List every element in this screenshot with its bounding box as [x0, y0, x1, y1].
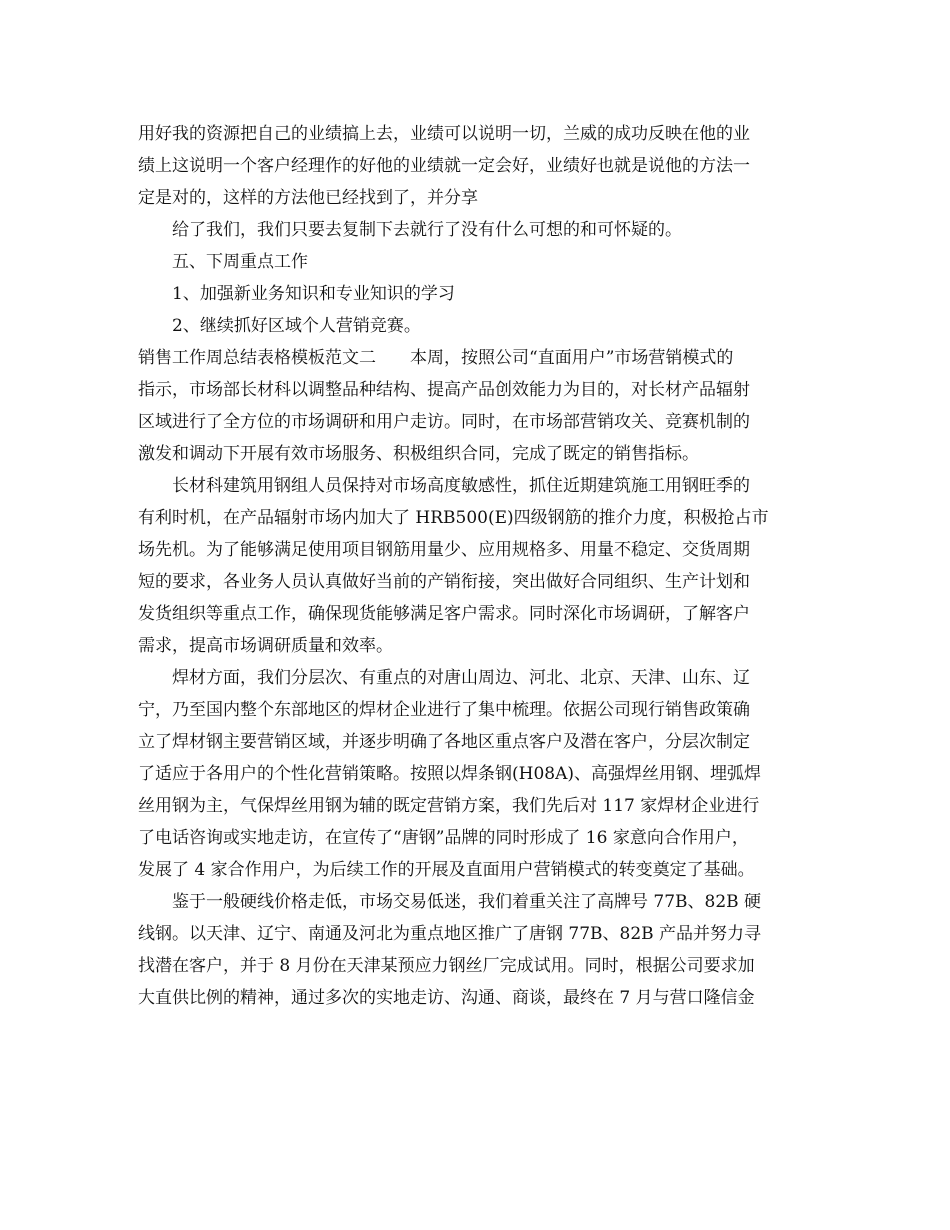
text-line: 丝用钢为主，气保焊丝用钢为辅的既定营销方案，我们先后对 117 家焊材企业进行 — [138, 796, 760, 816]
text-line: 立了焊材钢主要营销区域，并逐步明确了各地区重点客户及潜在客户，分层次制定 — [138, 732, 750, 752]
document-body — [138, 118, 816, 1014]
text-line: 焊材方面，我们分层次、有重点的对唐山周边、河北、北京、天津、山东、辽 — [172, 668, 750, 688]
text-line: 鉴于一般硬线价格走低，市场交易低迷，我们着重关注了高牌号 77B、82B 硬 — [172, 892, 762, 912]
text-line: 给了我们，我们只要去复制下去就行了没有什么可想的和可怀疑的。 — [172, 220, 682, 240]
text-line: 激发和调动下开展有效市场服务、积极组织合同，完成了既定的销售指标。 — [138, 444, 699, 464]
text-line: 短的要求，各业务人员认真做好当前的产销衔接，突出做好合同组织、生产计划和 — [138, 572, 750, 592]
text-line: 绩上这说明一个客户经理作的好他的业绩就一定会好，业绩好也就是说他的方法一 — [138, 156, 750, 176]
text-line: 有利时机，在产品辐射市场内加大了 HRB500(E)四级钢筋的推介力度，积极抢占市 — [138, 508, 769, 528]
text-line: 发展了 4 家合作用户，为后续工作的开展及直面用户营销模式的转变奠定了基础。 — [138, 860, 755, 880]
section-heading: 五、下周重点工作 — [172, 252, 308, 272]
text-line: 需求，提高市场调研质量和效率。 — [138, 636, 393, 656]
text-line: 大直供比例的精神，通过多次的实地走访、沟通、商谈，最终在 7 月与营口隆信金 — [138, 988, 755, 1008]
text-line: 宁，乃至国内整个东部地区的焊材企业进行了集中梳理。依据公司现行销售政策确 — [138, 700, 750, 720]
text-line: 了电话咨询或实地走访，在宣传了“唐钢”品牌的同时形成了 16 家意向合作用户， — [138, 828, 749, 848]
text-line: 了适应于各用户的个性化营销策略。按照以焊条钢(H08A)、高强焊丝用钢、埋弧焊 — [138, 764, 761, 784]
text-line: 销售工作周总结表格模板范文二 本周，按照公司“直面用户”市场营销模式的 — [138, 348, 734, 368]
text-line: 长材科建筑用钢组人员保持对市场高度敏感性，抓住近期建筑施工用钢旺季的 — [172, 476, 750, 496]
list-item: 1、加强新业务知识和专业知识的学习 — [172, 284, 455, 304]
text-line: 线钢。以天津、辽宁、南通及河北为重点地区推广了唐钢 77B、82B 产品并努力寻 — [138, 924, 762, 944]
text-line: 用好我的资源把自己的业绩搞上去，业绩可以说明一切，兰威的成功反映在他的业 — [138, 124, 750, 144]
text-line: 场先机。为了能够满足使用项目钢筋用量少、应用规格多、用量不稳定、交货周期 — [138, 540, 750, 560]
text-line: 找潜在客户，并于 8 月份在天津某预应力钢丝厂完成试用。同时，根据公司要求加 — [138, 956, 755, 976]
list-item: 2、继续抓好区域个人营销竞赛。 — [172, 316, 421, 336]
text-line: 发货组织等重点工作，确保现货能够满足客户需求。同时深化市场调研，了解客户 — [138, 604, 750, 624]
text-line: 区域进行了全方位的市场调研和用户走访。同时，在市场部营销攻关、竞赛机制的 — [138, 412, 750, 432]
text-line: 指示，市场部长材科以调整品种结构、提高产品创效能力为目的，对长材产品辐射 — [138, 380, 750, 400]
text-line: 定是对的，这样的方法他已经找到了，并分享 — [138, 188, 478, 208]
